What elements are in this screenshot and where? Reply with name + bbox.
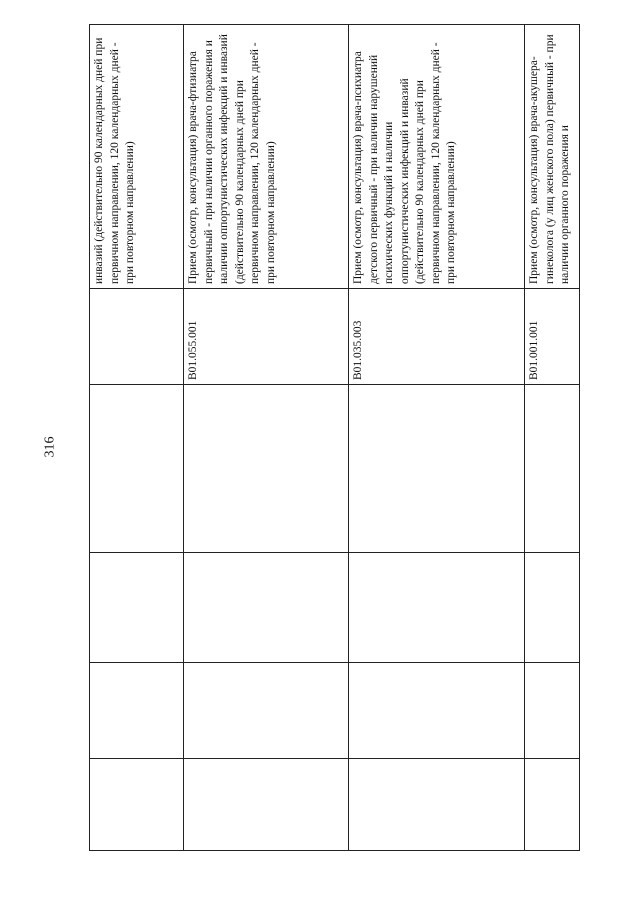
empty-cell <box>184 759 349 851</box>
empty-cell <box>90 663 184 759</box>
service-description: Прием (осмотр, консультация) врача-психиатра детского первичный - при наличии нарушений психических функций и наличии оппортунистических инфекций и инвазий (действительно 90 календарных дней при первичном направлении, 120 календарных дней - при повторном направлении) <box>349 25 525 289</box>
page-number: 316 <box>42 436 58 458</box>
service-code: B01.035.003 <box>349 289 525 385</box>
service-description: Прием (осмотр, консультация) врача-акушера-гинеколога (у лиц женского пола) первичный - при наличии органного поражения и <box>525 25 580 289</box>
service-description: Прием (осмотр, консультация) врача-фтизиатра первичный - при наличии органного поражения и наличии оппортунистических инфекций и инвазий (действительно 90 календарных дней при первичном направлении, 120 календарных дней - при повторном направлении) <box>184 25 349 289</box>
empty-cell <box>90 759 184 851</box>
rotated-table-wrapper <box>89 25 579 851</box>
empty-cell <box>525 553 580 663</box>
empty-cell <box>349 759 525 851</box>
empty-cell <box>349 385 525 553</box>
empty-cell <box>525 385 580 553</box>
table-row <box>525 25 580 851</box>
empty-cell <box>525 759 580 851</box>
empty-cell <box>184 553 349 663</box>
service-code: B01.055.001 <box>184 289 349 385</box>
empty-cell <box>90 553 184 663</box>
table-row <box>184 25 349 851</box>
empty-cell <box>525 663 580 759</box>
empty-cell <box>184 385 349 553</box>
table-row <box>349 25 525 851</box>
table-row <box>90 25 184 851</box>
services-table <box>89 24 580 851</box>
empty-cell <box>349 553 525 663</box>
empty-cell <box>90 385 184 553</box>
empty-cell <box>184 663 349 759</box>
service-code: B01.001.001 <box>525 289 580 385</box>
empty-cell <box>349 663 525 759</box>
service-description: инвазий (действительно 90 календарных дней при первичном направлении, 120 календарных дней - при повторном направлении) <box>90 25 184 289</box>
service-code <box>90 289 184 385</box>
